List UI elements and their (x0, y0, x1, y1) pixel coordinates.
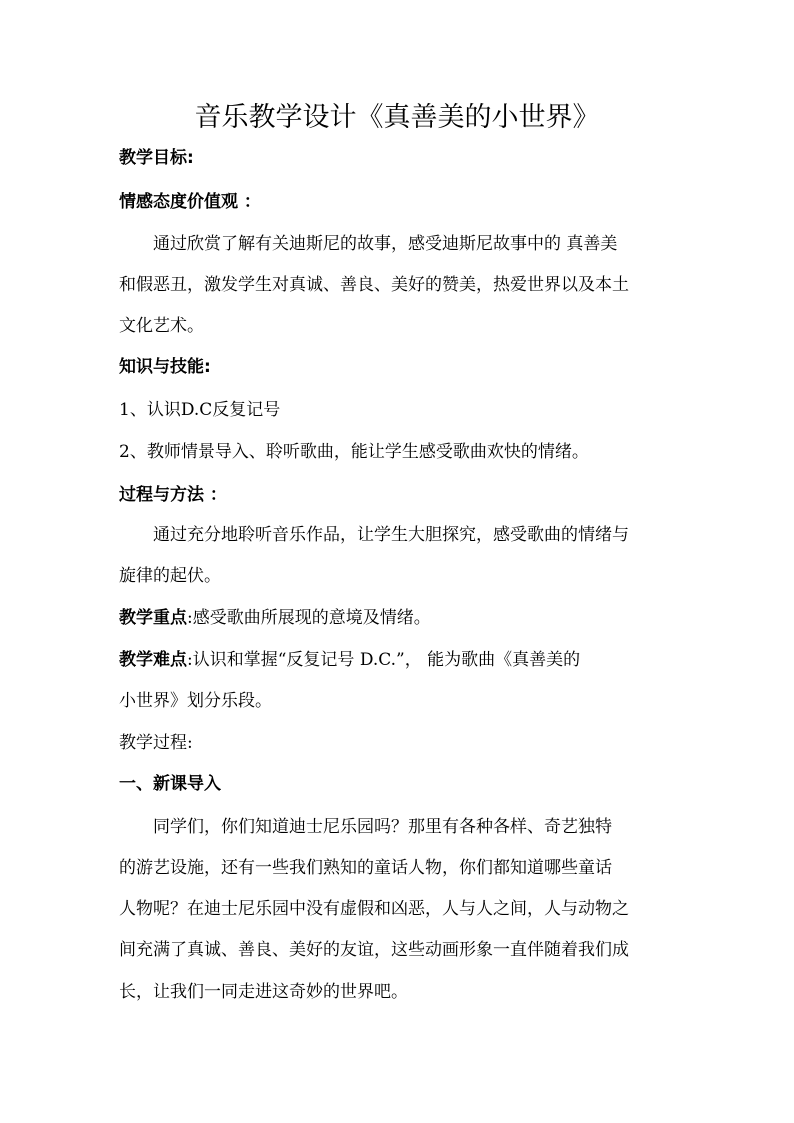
knowledge-item-2: 2、教师情景导入、聆听歌曲，能让学生感受歌曲欢快的情绪。 (119, 442, 589, 462)
difficulty-label: 教学难点 (119, 650, 187, 670)
emotion-paragraph-line-3: 文化艺术。 (119, 316, 204, 336)
section-1-line-5: 长，让我们一同走进这奇妙的世界吧。 (119, 982, 408, 1002)
emotion-heading: 情感态度价值观 ： (119, 192, 261, 212)
knowledge-item-1: 1、认识D.C反复记号 (119, 400, 281, 420)
difficulty-text: :认识和掌握“反复记号 D.C.”， 能为歌曲《真善美的 (187, 650, 581, 670)
key-point-label: 教学重点 (119, 608, 187, 628)
objectives-heading: 教学目标: (119, 148, 194, 168)
section-1-line-2: 的游艺设施，还有一些我们熟知的童话人物，你们都知道哪些童话 (119, 858, 612, 878)
process-paragraph-line-1: 通过充分地聆听音乐作品，让学生大胆探究，感受歌曲的情绪与 (153, 525, 629, 545)
difficulty-line (119, 647, 580, 673)
knowledge-heading: 知识与技能: (119, 357, 211, 377)
section-1-heading: 一、新课导入 (119, 774, 221, 794)
emotion-paragraph-line-2: 和假恶丑，激发学生对真诚、善良、美好的赞美，热爱世界以及本土 (119, 275, 629, 295)
process-paragraph-line-2: 旋律的起伏。 (119, 566, 221, 586)
section-1-line-3: 人物呢？在迪士尼乐园中没有虚假和凶恶，人与人之间，人与动物之 (119, 899, 629, 919)
emotion-paragraph-line-1: 通过欣赏了解有关迪斯尼的故事，感受迪斯尼故事中的 真善美 (153, 234, 618, 254)
document-title: 音乐教学设计《真善美的小世界》 (194, 102, 600, 133)
difficulty-line-2: 小世界》划分乐段。 (119, 691, 272, 711)
procedure-heading: 教学过程: (119, 733, 193, 753)
key-point-line (119, 605, 431, 631)
key-point-text: :感受歌曲所展现的意境及情绪。 (187, 608, 431, 628)
process-heading: 过程与方法 ： (119, 485, 227, 505)
section-1-line-1: 同学们，你们知道迪士尼乐园吗？那里有各种各样、奇艺独特 (153, 817, 612, 837)
section-1-line-4: 间充满了真诚、善良、美好的友谊，这些动画形象一直伴随着我们成 (119, 940, 629, 960)
